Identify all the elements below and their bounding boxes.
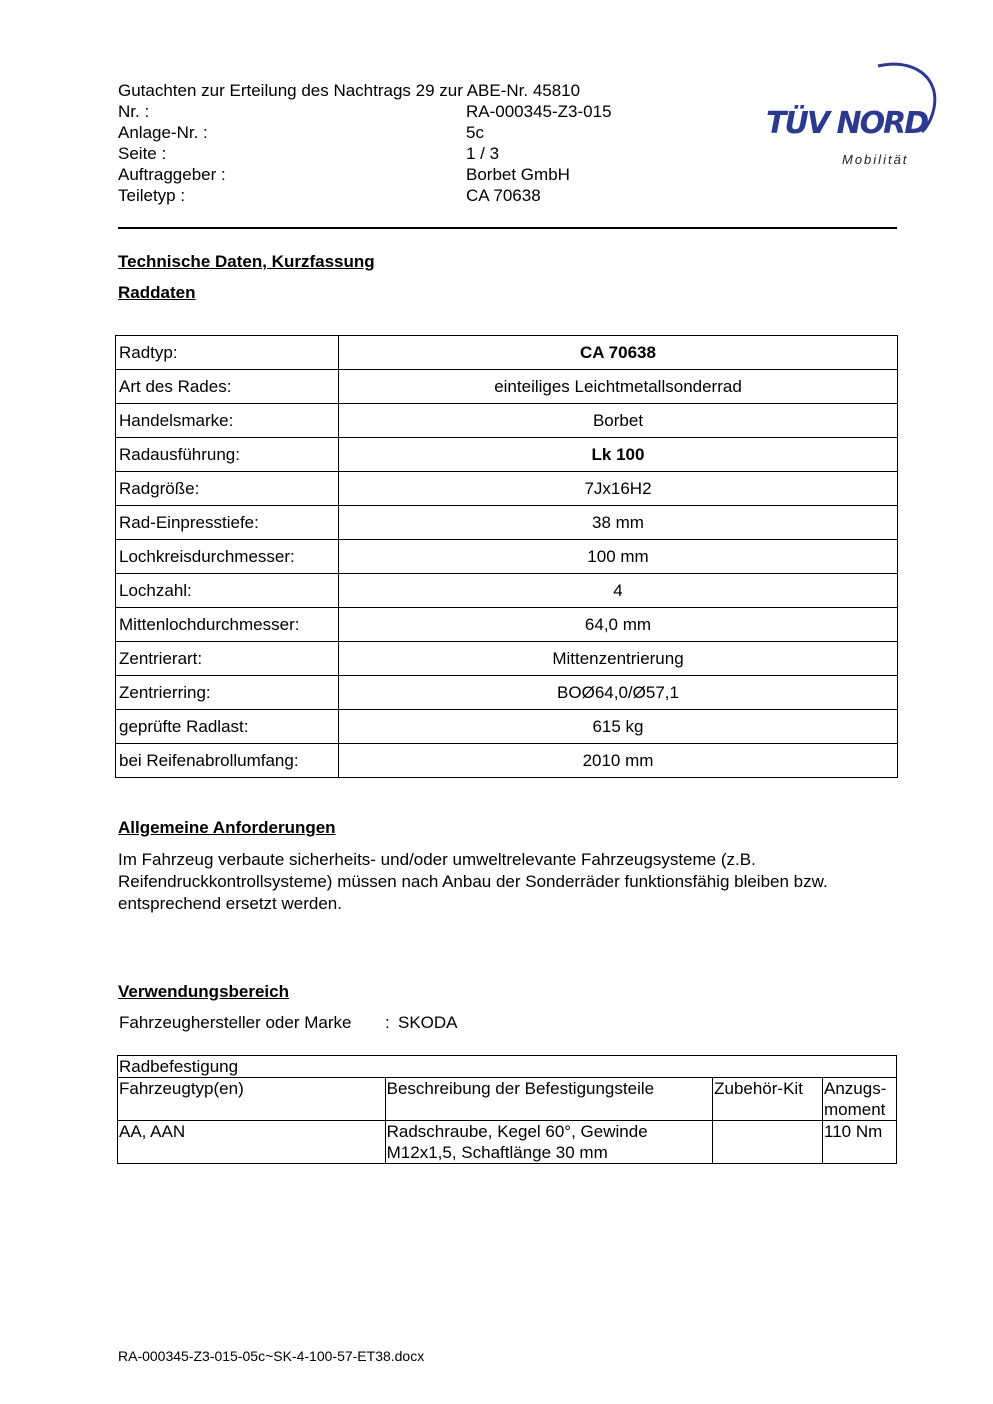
header-row-teiletyp xyxy=(118,185,541,206)
header-label: Teiletyp : xyxy=(118,186,186,205)
row-value: BOØ64,0/Ø57,1 xyxy=(339,676,898,710)
raddaten-table xyxy=(115,335,898,778)
row-value: 100 mm xyxy=(339,540,898,574)
row-label: Art des Rades: xyxy=(116,370,339,404)
row-value: 2010 mm xyxy=(339,744,898,778)
table-row xyxy=(116,438,898,472)
table-row xyxy=(116,608,898,642)
row-value: 4 xyxy=(339,574,898,608)
row-value: 615 kg xyxy=(339,710,898,744)
cell-moment: 110 Nm xyxy=(823,1121,897,1164)
footer-filename: RA-000345-Z3-015-05c~SK-4-100-57-ET38.docx xyxy=(118,1348,425,1364)
row-label: Lochkreisdurchmesser: xyxy=(116,540,339,574)
row-label: geprüfte Radlast: xyxy=(116,710,339,744)
header-label: Nr. : xyxy=(118,102,150,121)
header-cell: Beschreibung der Befestigungsteile xyxy=(385,1078,712,1121)
table-row xyxy=(116,676,898,710)
header-row-anlage xyxy=(118,122,484,143)
header-value: 1 / 3 xyxy=(466,144,500,163)
table-row xyxy=(116,744,898,778)
header-row-nr xyxy=(118,101,612,122)
header-divider xyxy=(118,227,897,229)
table-row xyxy=(116,472,898,506)
header-cell: Anzugs-moment xyxy=(823,1078,897,1121)
befestigung-title: Radbefestigung xyxy=(118,1056,897,1078)
header-label: Anlage-Nr. : xyxy=(118,123,208,142)
row-label: bei Reifenabrollumfang: xyxy=(116,744,339,778)
hersteller-value: SKODA xyxy=(398,1013,458,1032)
row-label: Zentrierring: xyxy=(116,676,339,710)
tuv-nord-logo xyxy=(762,56,942,172)
logo-brand: TÜV NORD xyxy=(766,106,928,141)
row-value: CA 70638 xyxy=(339,336,898,370)
row-label: Mittenlochdurchmesser: xyxy=(116,608,339,642)
row-value: 7Jx16H2 xyxy=(339,472,898,506)
document-title: Gutachten zur Erteilung des Nachtrags 29 zur ABE-Nr. 45810 xyxy=(118,81,581,100)
allgemeine-text: Im Fahrzeug verbaute sicherheits- und/oder umweltrelevante Fahrzeugsysteme (z.B. Reifendruckkontrollsysteme) müssen nach Anbau der Sonderräder funktionsfähig bleiben bzw. entsprechend ersetzt werden. xyxy=(118,850,828,913)
section-technische-daten: Technische Daten, Kurzfassung xyxy=(118,252,375,271)
hersteller-sep: : xyxy=(385,1013,390,1032)
header-value: RA-000345-Z3-015 xyxy=(466,102,612,121)
header-value: CA 70638 xyxy=(466,186,541,205)
header-value: 5c xyxy=(466,123,484,142)
table-row xyxy=(116,370,898,404)
section-allgemeine: Allgemeine Anforderungen xyxy=(118,818,336,837)
table-row xyxy=(116,574,898,608)
row-value: Mittenzentrierung xyxy=(339,642,898,676)
row-value: 38 mm xyxy=(339,506,898,540)
header-row-auftraggeber xyxy=(118,164,570,185)
row-value: Lk 100 xyxy=(339,438,898,472)
row-label: Handelsmarke: xyxy=(116,404,339,438)
row-label: Lochzahl: xyxy=(116,574,339,608)
table-header-row xyxy=(118,1078,897,1121)
hersteller-label: Fahrzeughersteller oder Marke xyxy=(119,1013,352,1032)
logo-subtitle: Mobilität xyxy=(842,152,909,167)
header-row-seite xyxy=(118,143,500,164)
table-row xyxy=(116,540,898,574)
row-value: Borbet xyxy=(339,404,898,438)
cell-typ: AA, AAN xyxy=(118,1121,386,1164)
table-row xyxy=(116,506,898,540)
befestigung-table xyxy=(117,1055,897,1164)
header-value: Borbet GmbH xyxy=(466,165,570,184)
section-verwendung: Verwendungsbereich xyxy=(118,982,289,1001)
header-label: Seite : xyxy=(118,144,167,163)
cell-beschreibung: Radschraube, Kegel 60°, Gewinde M12x1,5, Schaftlänge 30 mm xyxy=(385,1121,712,1164)
table-row xyxy=(116,642,898,676)
table-row xyxy=(116,404,898,438)
table-row xyxy=(118,1121,897,1164)
table-row xyxy=(116,710,898,744)
row-label: Radausführung: xyxy=(116,438,339,472)
header-cell: Fahrzeugtyp(en) xyxy=(118,1078,386,1121)
row-value: einteiliges Leichtmetallsonderrad xyxy=(339,370,898,404)
table-row xyxy=(116,336,898,370)
row-value: 64,0 mm xyxy=(339,608,898,642)
row-label: Radtyp: xyxy=(116,336,339,370)
header-label: Auftraggeber : xyxy=(118,165,226,184)
table-row xyxy=(118,1056,897,1078)
row-label: Radgröße: xyxy=(116,472,339,506)
section-raddaten: Raddaten xyxy=(118,283,196,302)
header-cell: Zubehör-Kit xyxy=(713,1078,823,1121)
hersteller-line xyxy=(119,1013,458,1033)
row-label: Rad-Einpresstiefe: xyxy=(116,506,339,540)
cell-kit xyxy=(713,1121,823,1164)
row-label: Zentrierart: xyxy=(116,642,339,676)
